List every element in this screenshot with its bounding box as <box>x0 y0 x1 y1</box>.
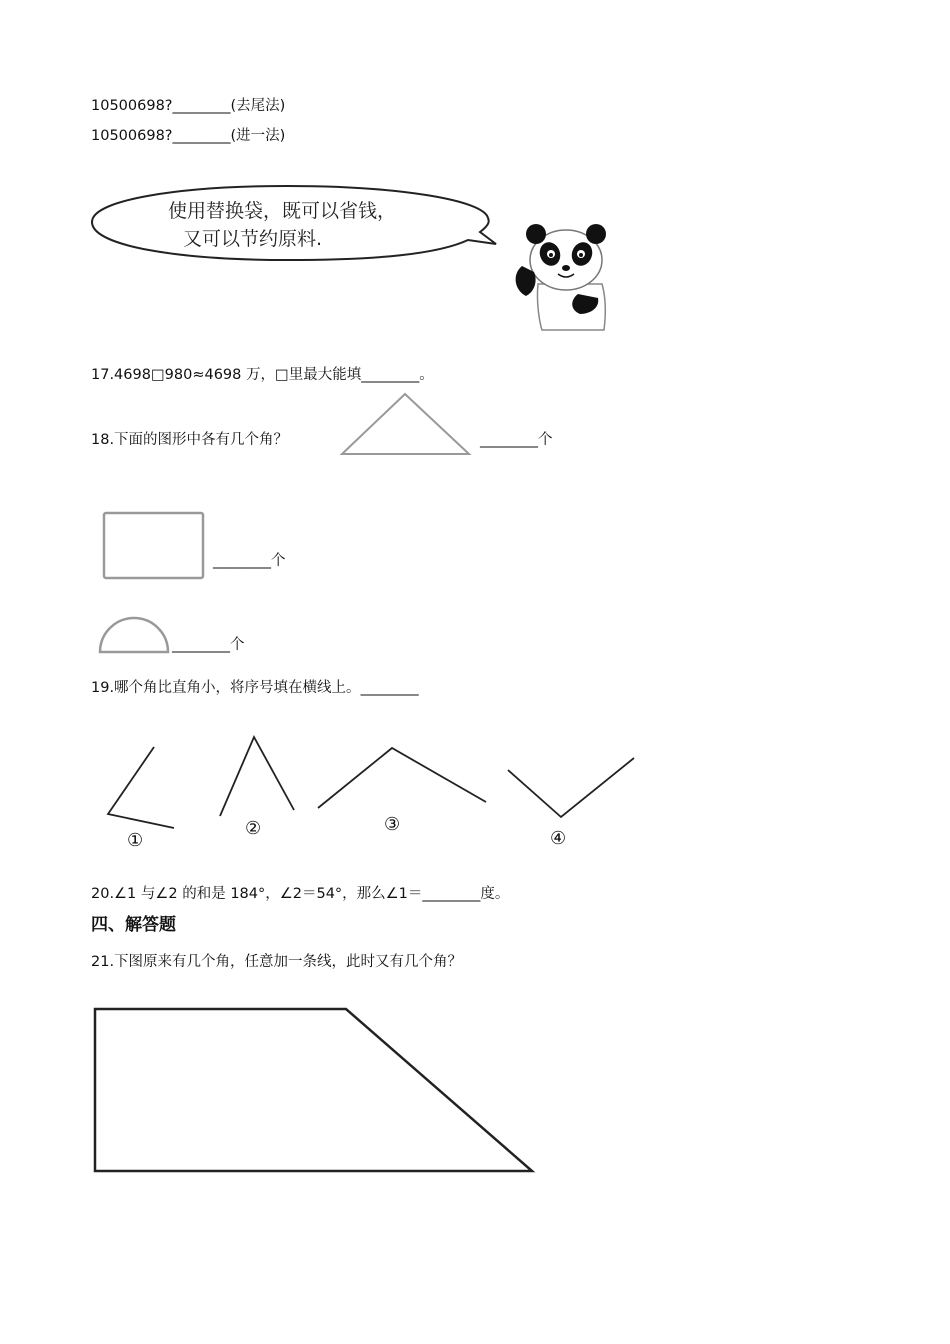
answer-blank[interactable]: ________ <box>172 128 231 144</box>
question-text: 19.哪个角比直角小，将序号填在横线上。 <box>91 680 361 696</box>
angle-1 <box>108 747 174 828</box>
unit-text: 个 <box>230 637 245 653</box>
answer-blank[interactable]: ________ <box>172 98 231 114</box>
question-text: 17.4698□980≈4698 万，□里最大能填 <box>91 367 362 383</box>
triangle-figure <box>338 390 478 460</box>
trapezoid-figure <box>92 1005 542 1180</box>
question-end: 度。 <box>480 886 510 902</box>
bubble-line-2: 又可以节约原料. <box>183 228 323 250</box>
answer-blank[interactable]: ________ <box>422 886 481 902</box>
angle-3 <box>318 748 486 808</box>
answer-blank[interactable]: ________ <box>172 637 230 653</box>
question-end: 。 <box>419 367 434 383</box>
angle-figures <box>100 730 660 850</box>
answer-blank[interactable]: ________ <box>480 432 538 448</box>
rounding-line-round-up <box>91 124 285 145</box>
semicircle-answer <box>172 633 245 654</box>
bubble-line-1: 使用替换袋，既可以省钱， <box>168 200 397 222</box>
angle-label-1: ① <box>127 830 144 851</box>
number-text: 10500698? <box>91 128 173 144</box>
answer-blank[interactable]: ________ <box>361 367 420 383</box>
unit-text: 个 <box>271 553 286 569</box>
angle-label-2: ② <box>245 818 262 839</box>
answer-blank[interactable]: ________ <box>213 553 271 569</box>
angle-4 <box>508 758 634 817</box>
panda-illustration <box>508 214 618 334</box>
question-18: 18.下面的图形中各有几个角？ <box>91 432 289 448</box>
rectangle-figure <box>100 509 210 583</box>
question-17 <box>91 363 434 384</box>
angle-label-3: ③ <box>384 814 401 835</box>
method-note: (进一法) <box>230 128 286 144</box>
angle-2 <box>220 737 294 816</box>
semicircle-figure <box>96 616 176 656</box>
section-heading: 四、解答题 <box>91 915 176 935</box>
unit-text: 个 <box>538 432 553 448</box>
triangle-answer <box>480 428 553 449</box>
question-20 <box>91 882 509 903</box>
question-19 <box>91 676 419 697</box>
angle-label-4: ④ <box>550 828 567 849</box>
rectangle-answer <box>213 549 286 570</box>
question-21: 21.下图原来有几个角，任意加一条线，此时又有几个角？ <box>91 954 463 970</box>
number-text: 10500698? <box>91 98 173 114</box>
question-text: 20.∠1 与∠2 的和是 184°，∠2＝54°，那么∠1＝ <box>91 886 423 902</box>
rounding-line-truncate <box>91 94 285 115</box>
answer-blank[interactable]: ________ <box>360 680 419 696</box>
method-note: (去尾法) <box>230 98 286 114</box>
